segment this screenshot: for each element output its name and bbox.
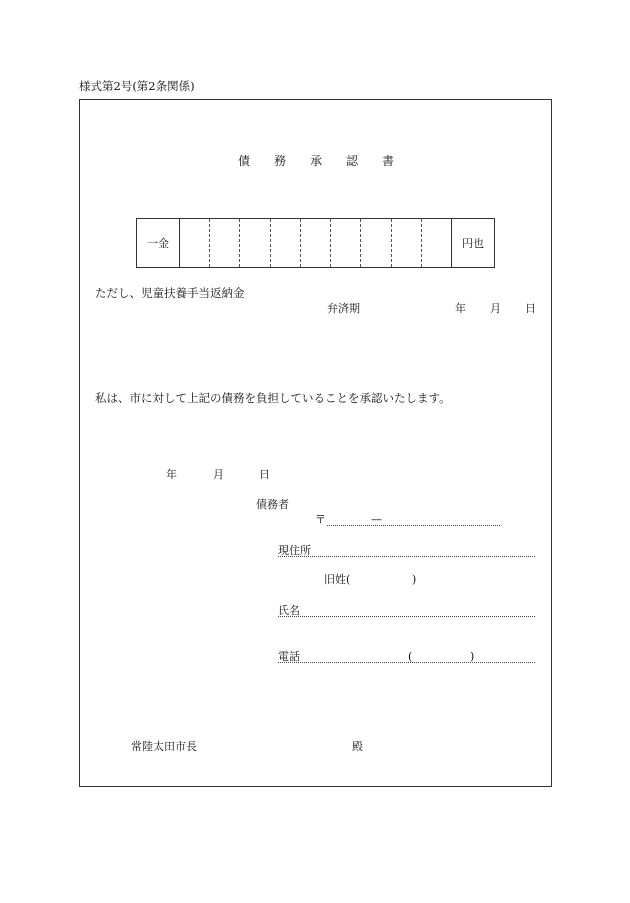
postal-dash: — bbox=[371, 513, 382, 526]
document-title: 債 務 承 認 書 bbox=[238, 154, 401, 168]
repayment-month: 月 bbox=[490, 302, 501, 315]
name-label: 氏名 bbox=[278, 604, 300, 617]
former-name-close: ) bbox=[412, 573, 417, 586]
amount-prefix-cell bbox=[137, 219, 180, 267]
amount-digit-cell[interactable] bbox=[180, 219, 210, 267]
signing-day: 日 bbox=[259, 468, 270, 481]
repayment-label: 弁済期 bbox=[327, 302, 360, 315]
address-line[interactable] bbox=[278, 556, 535, 557]
phone-close-paren: ) bbox=[470, 650, 475, 663]
amount-prefix: 一金 bbox=[147, 237, 169, 250]
acknowledgement-statement: 私は、市に対して上記の債務を負担していることを承認いたします。 bbox=[95, 391, 451, 405]
amount-suffix-cell bbox=[452, 219, 494, 267]
document-frame bbox=[79, 99, 552, 787]
phone-line[interactable] bbox=[278, 662, 535, 663]
amount-digit-cell[interactable] bbox=[240, 219, 270, 267]
amount-digit-cell[interactable] bbox=[392, 219, 422, 267]
former-name-label: 旧姓( bbox=[324, 573, 351, 586]
amount-digit-cell[interactable] bbox=[210, 219, 240, 267]
amount-digit-cell[interactable] bbox=[331, 219, 361, 267]
debtor-heading: 債務者 bbox=[256, 498, 289, 511]
amount-digit-cell[interactable] bbox=[301, 219, 331, 267]
signing-year: 年 bbox=[166, 468, 177, 481]
amount-digit-cell[interactable] bbox=[422, 219, 452, 267]
addressee-honorific: 殿 bbox=[352, 740, 363, 753]
amount-digit-cell[interactable] bbox=[361, 219, 391, 267]
repayment-day: 日 bbox=[525, 302, 536, 315]
name-line[interactable] bbox=[278, 616, 535, 617]
repayment-year: 年 bbox=[455, 302, 466, 315]
addressee-name: 常陸太田市長 bbox=[131, 740, 197, 753]
form-number: 様式第2号(第2条関係) bbox=[79, 79, 195, 93]
postal-code-line[interactable] bbox=[327, 525, 500, 526]
amount-digit-cell[interactable] bbox=[271, 219, 301, 267]
phone-label: 電話 bbox=[278, 650, 300, 663]
signing-month: 月 bbox=[213, 468, 224, 481]
phone-open-paren: ( bbox=[408, 650, 413, 663]
purpose-text: ただし、児童扶養手当返納金 bbox=[95, 286, 245, 300]
amount-table bbox=[136, 218, 495, 268]
amount-suffix: 円也 bbox=[461, 237, 484, 250]
postal-mark: 〒 bbox=[315, 513, 326, 526]
address-label: 現住所 bbox=[278, 544, 311, 557]
